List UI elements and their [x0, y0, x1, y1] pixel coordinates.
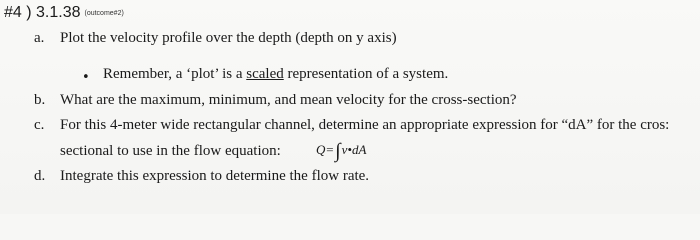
bleed-through-text — [150, 4, 154, 21]
equation-lhs: Q= — [316, 142, 335, 157]
bullet-text-after: representation of a system. — [283, 66, 449, 82]
bullet-icon: • — [82, 70, 90, 85]
problem-number: #4 ) 3.1.38 — [4, 4, 81, 21]
bullet-underlined-word: scaled — [246, 66, 284, 82]
equation-rhs: v•dA — [341, 142, 367, 157]
item-d-text: Integrate this expression to determine the flow rate. — [60, 168, 370, 184]
item-b — [34, 92, 517, 109]
item-a-label: a. — [34, 30, 45, 46]
item-b-text: What are the maximum, minimum, and mean velocity for the cross-section? — [60, 92, 517, 108]
item-c-continuation — [60, 143, 281, 160]
problem-header — [4, 4, 124, 22]
item-c — [34, 117, 669, 134]
outcome-tag: (outcome#2) — [84, 10, 124, 17]
item-a — [34, 30, 397, 47]
item-d-label: d. — [34, 168, 46, 184]
item-a-text: Plot the velocity profile over the depth (depth on y axis) — [60, 30, 397, 46]
bullet-text-before: Remember, a ‘plot’ is a — [103, 66, 247, 82]
item-c-text2: sectional to use in the flow equation: — [60, 143, 281, 159]
item-b-label: b. — [34, 92, 46, 108]
item-a-bullet — [103, 66, 448, 83]
item-c-label: c. — [34, 117, 45, 133]
flow-equation — [316, 140, 366, 163]
item-c-text: For this 4-meter wide rectangular channel, determine an appropriate expression for “dA” for the cros: — [60, 117, 670, 133]
item-d — [34, 168, 369, 185]
integral-symbol: ∫ — [335, 140, 341, 162]
